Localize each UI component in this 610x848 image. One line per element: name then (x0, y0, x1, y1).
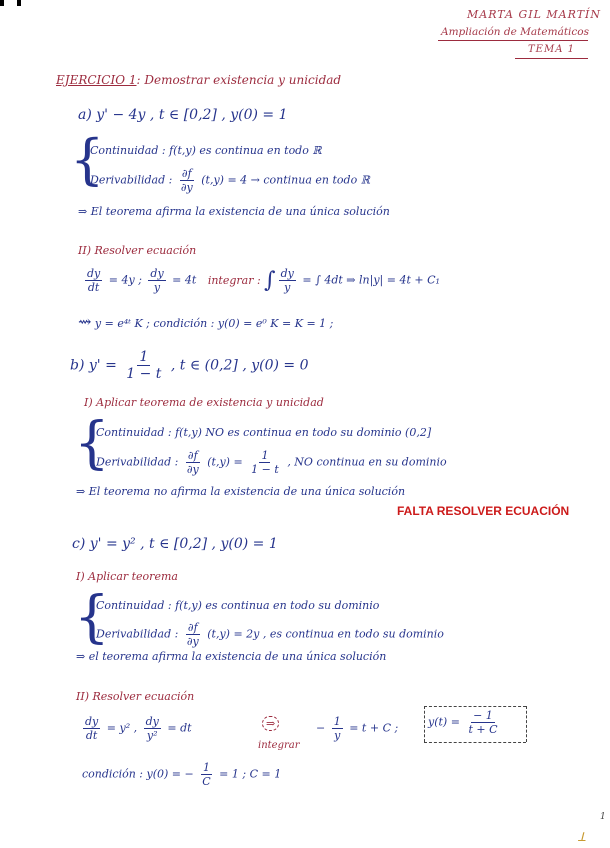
part-b-statement: b) y' = $\frac{1}{1 - t}$ , t ∈ (0,2] , y(0) = 0 (70, 349, 309, 382)
topic-label: TEMA 1 (528, 44, 575, 55)
part-a-equation: $\frac{dy}{dt}$ = 4y ; $\frac{dy}{y}$ = 4t integrar : ∫ $\frac{dy}{y}$ = ∫ 4dt ⇒ ln|y| = 4t + C₁ (87, 267, 440, 294)
subject-name: Ampliación de Matemáticos (441, 26, 589, 38)
box-border-top (424, 706, 526, 707)
part-a-conclusion: ⇒ El teorema afirma la existencia de una única solución (78, 205, 390, 218)
box-border-right (526, 706, 527, 742)
exercise-title: EJERCICIO 1: Demostrar existencia y unicidad (56, 73, 342, 87)
page-mark: 1 (600, 812, 606, 822)
part-a-continuity: Continuidad : f(t,y) es continua en todo ℝ (90, 144, 322, 157)
part-a-derivability: Derivabilidad : $\frac{\partial f}{\partial y}$ (t,y) = 4 → continua en todo ℝ (90, 167, 370, 194)
part-c-derivability: Derivabilidad : $\frac{\partial f}{\partial y}$ (t,y) = 2y , es continua en todo su dominio (96, 621, 444, 648)
part-c-condition: condición : y(0) = − $\frac{1}{C}$ = 1 ; C = 1 (82, 761, 282, 788)
missing-solution-note: FALTA RESOLVER ECUACIÓN (397, 504, 570, 518)
box-border-left (424, 706, 425, 742)
part-c-continuity: Continuidad : f(t,y) es continua en todo su dominio (96, 599, 380, 612)
part-b-step1-title: I) Aplicar teorema de existencia y unicidad (84, 396, 324, 409)
part-c-conclusion: ⇒ el teorema afirma la existencia de una única solución (76, 650, 387, 663)
header-rule (515, 58, 588, 59)
part-b-conclusion: ⇒ El teorema no afirma la existencia de una única solución (76, 485, 406, 498)
author-name: MARTA GIL MARTÍN (467, 8, 602, 21)
box-border-bottom (424, 742, 526, 743)
part-a-statement: a) y' − 4y , t ∈ [0,2] , y(0) = 1 (78, 107, 288, 123)
part-b-continuity: Continuidad : f(t,y) NO es continua en todo su dominio (0,2] (96, 426, 432, 439)
corner-mark (17, 0, 21, 6)
integrate-label: integrar (258, 740, 300, 751)
integrate-arrow: ⇒ (262, 716, 279, 731)
boxed-solution: y(t) = $\frac{- 1}{t + C}$ (428, 709, 498, 736)
part-c-statement: c) y' = y² , t ∈ [0,2] , y(0) = 1 (72, 536, 278, 552)
corner-mark (0, 0, 4, 6)
brace: { (70, 128, 105, 191)
part-c-step1-title: I) Aplicar teorema (76, 570, 178, 583)
part-a-solution: ⇝ y = e⁴ᵗ K ; condición : y(0) = e⁰ K = K = 1 ; (78, 312, 334, 331)
part-c-equation: $\frac{dy}{dt}$ = y² , $\frac{dy}{\text{y²}}$ = dt (85, 715, 192, 742)
part-a-step2-title: II) Resolver ecuación (78, 244, 197, 257)
part-c-step2-title: II) Resolver ecuación (76, 690, 195, 703)
tab-mark: ꓕ (578, 830, 586, 844)
brace: { (74, 411, 110, 476)
part-b-derivability: Derivabilidad : $\frac{\partial f}{\partial y}$ (t,y) = $\frac{1}{1 - t}$ , NO continua en su dominio (96, 449, 447, 476)
part-c-result: − $\frac{1}{y}$ = t + C ; (316, 715, 399, 742)
brace: { (74, 585, 110, 650)
header-rule (438, 40, 588, 41)
